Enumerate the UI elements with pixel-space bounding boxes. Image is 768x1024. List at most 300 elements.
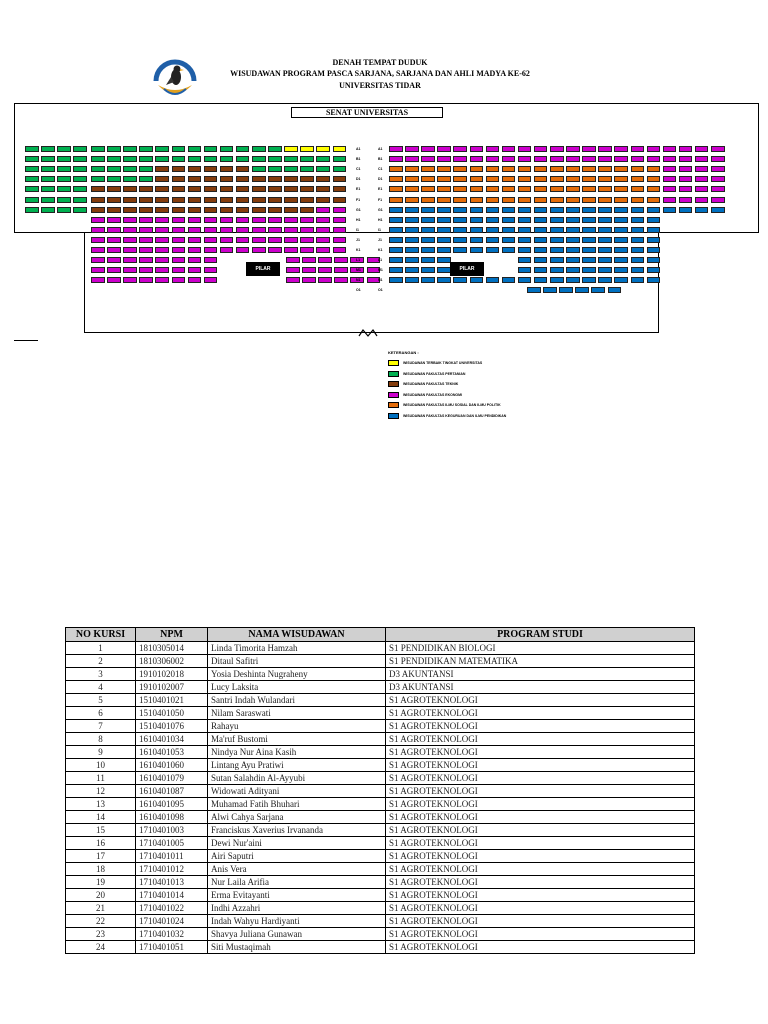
seat [300, 146, 314, 152]
cell-no-kursi: 6 [66, 707, 136, 720]
legend-label: WISUDAWAN FAKULTAS EKONOMI [403, 392, 462, 397]
table-row [66, 668, 695, 681]
cell-no-kursi: 18 [66, 863, 136, 876]
seat [582, 156, 596, 162]
seat [582, 166, 596, 172]
seat [518, 176, 532, 182]
seat [91, 267, 105, 273]
seat [318, 277, 332, 283]
seat [534, 237, 548, 243]
cell-nama: Nur Laila Arifia [208, 876, 386, 889]
seat [139, 207, 153, 213]
seat [139, 227, 153, 233]
row-label: N1 [378, 278, 383, 283]
seat [236, 186, 250, 192]
seat [679, 166, 693, 172]
seat [663, 197, 677, 203]
seat [333, 176, 347, 182]
seat [591, 287, 605, 293]
seat [566, 237, 580, 243]
cell-no-kursi: 10 [66, 759, 136, 772]
seat [107, 197, 121, 203]
seat [647, 237, 661, 243]
seat [518, 237, 532, 243]
seat [91, 176, 105, 182]
seat [421, 186, 435, 192]
seat [220, 217, 234, 223]
row-label: E1 [356, 187, 361, 192]
seat [334, 257, 348, 263]
seat [286, 257, 300, 263]
row-label: B1 [378, 157, 383, 162]
exit-marker [14, 340, 38, 341]
seat [566, 146, 580, 152]
seat [534, 186, 548, 192]
seat [582, 197, 596, 203]
seat [453, 277, 467, 283]
cell-npm: 1910102018 [136, 668, 208, 681]
seat [333, 156, 347, 162]
seat [437, 227, 451, 233]
seat [172, 146, 186, 152]
roster-header-row [66, 628, 695, 642]
cell-npm: 1510401050 [136, 707, 208, 720]
seat [188, 227, 202, 233]
table-row [66, 837, 695, 850]
seat [534, 277, 548, 283]
seat [139, 197, 153, 203]
seat [389, 176, 403, 182]
seat [437, 247, 451, 253]
seat [107, 247, 121, 253]
seat [73, 207, 87, 213]
seat [453, 207, 467, 213]
row-label: K1 [378, 248, 383, 252]
seat [318, 267, 332, 273]
cell-program-studi: S1 PENDIDIKAN MATEMATIKA [386, 655, 695, 668]
cell-nama: Shavya Juliana Gunawan [208, 928, 386, 941]
seat [582, 277, 596, 283]
seat [647, 156, 661, 162]
stage-senat-box: SENAT UNIVERSITAS [291, 107, 443, 118]
seat [252, 217, 266, 223]
seat [582, 237, 596, 243]
seat [107, 237, 121, 243]
seat [172, 207, 186, 213]
seat [73, 146, 87, 152]
seat [188, 176, 202, 182]
seat [204, 277, 218, 283]
seat [91, 197, 105, 203]
seat [139, 237, 153, 243]
seat [437, 277, 451, 283]
seat [437, 176, 451, 182]
cell-nama: Dewi Nur'aini [208, 837, 386, 850]
row-label: J1 [356, 237, 360, 242]
seat [300, 176, 314, 182]
row-label: K1 [356, 248, 361, 252]
cell-program-studi: S1 AGROTEKNOLOGI [386, 798, 695, 811]
cell-npm: 1710401003 [136, 824, 208, 837]
row-label: G1 [378, 207, 383, 212]
cell-nama: Ditaul Safitri [208, 655, 386, 668]
legend-label: WISUDAWAN FAKULTAS TEKNIK [403, 382, 459, 387]
seat [614, 257, 628, 263]
seat [679, 176, 693, 182]
seat [550, 207, 564, 213]
seat [220, 186, 234, 192]
seat [502, 217, 516, 223]
cell-no-kursi: 23 [66, 928, 136, 941]
seat [518, 166, 532, 172]
cell-no-kursi: 15 [66, 824, 136, 837]
legend-title: KETERANGAN : [388, 350, 419, 355]
seat [268, 227, 282, 233]
seat [534, 176, 548, 182]
cell-npm: 1710401013 [136, 876, 208, 889]
row-label: H1 [356, 217, 361, 222]
seat [534, 146, 548, 152]
seat [614, 197, 628, 203]
seat [534, 207, 548, 213]
seat [566, 197, 580, 203]
cell-program-studi: S1 AGROTEKNOLOGI [386, 772, 695, 785]
seat [300, 186, 314, 192]
seat [470, 146, 484, 152]
seat [155, 156, 169, 162]
seat [486, 247, 500, 253]
seat [107, 156, 121, 162]
seat [57, 207, 71, 213]
cell-npm: 1710401011 [136, 850, 208, 863]
seat [123, 166, 137, 172]
seat [598, 257, 612, 263]
cell-program-studi: S1 AGROTEKNOLOGI [386, 824, 695, 837]
seat [437, 267, 451, 273]
seat [316, 156, 330, 162]
row-label: I1 [378, 227, 381, 232]
seat [220, 227, 234, 233]
cell-program-studi: S1 AGROTEKNOLOGI [386, 941, 695, 954]
seat [236, 166, 250, 172]
seat [300, 227, 314, 233]
cell-npm: 1810306002 [136, 655, 208, 668]
row-label: F1 [378, 197, 383, 202]
seat [236, 247, 250, 253]
seat [695, 146, 709, 152]
cell-nama: Lucy Laksita [208, 681, 386, 694]
seat [631, 156, 645, 162]
seat [286, 277, 300, 283]
seat [614, 227, 628, 233]
seat [389, 277, 403, 283]
row-label: L1 [378, 258, 383, 263]
cell-npm: 1610401095 [136, 798, 208, 811]
seat [284, 176, 298, 182]
table-row [66, 655, 695, 668]
seat [252, 247, 266, 253]
cell-npm: 1710401012 [136, 863, 208, 876]
seat [566, 176, 580, 182]
seat [695, 207, 709, 213]
seat [453, 156, 467, 162]
seat [73, 186, 87, 192]
cell-npm: 1810305014 [136, 642, 208, 655]
cell-nama: Alwi Cahya Sarjana [208, 811, 386, 824]
seat [502, 156, 516, 162]
cell-program-studi: S1 AGROTEKNOLOGI [386, 915, 695, 928]
seat [421, 237, 435, 243]
table-row [66, 850, 695, 863]
cell-npm: 1710401032 [136, 928, 208, 941]
legend-item [388, 358, 506, 369]
col-header-nama: NAMA WISUDAWAN [208, 628, 386, 642]
seat [470, 156, 484, 162]
seat [236, 227, 250, 233]
seat [236, 217, 250, 223]
seat [220, 156, 234, 162]
seat [123, 237, 137, 243]
seat [204, 227, 218, 233]
seat [220, 166, 234, 172]
seat [453, 186, 467, 192]
seat [172, 156, 186, 162]
seat [284, 227, 298, 233]
seat [155, 277, 169, 283]
table-row [66, 785, 695, 798]
legend [388, 350, 506, 421]
seat [123, 227, 137, 233]
seat [188, 166, 202, 172]
seat [470, 217, 484, 223]
cell-program-studi: D3 AKUNTANSI [386, 681, 695, 694]
seat [252, 166, 266, 172]
seat [25, 176, 39, 182]
seat [236, 237, 250, 243]
seat [389, 156, 403, 162]
seat [204, 146, 218, 152]
seat [300, 237, 314, 243]
cell-nama: Nilam Saraswati [208, 707, 386, 720]
seat [25, 146, 39, 152]
seat [631, 207, 645, 213]
cell-program-studi: S1 AGROTEKNOLOGI [386, 733, 695, 746]
cell-no-kursi: 5 [66, 694, 136, 707]
cell-nama: Lintang Ayu Pratiwi [208, 759, 386, 772]
cell-nama: Ma'ruf Bustomi [208, 733, 386, 746]
table-row [66, 928, 695, 941]
seat [453, 176, 467, 182]
seat [663, 166, 677, 172]
seat [663, 146, 677, 152]
seat [631, 197, 645, 203]
seat [470, 227, 484, 233]
seat [25, 156, 39, 162]
seat [204, 217, 218, 223]
cell-no-kursi: 22 [66, 915, 136, 928]
seat [550, 176, 564, 182]
seat [284, 156, 298, 162]
seat [608, 287, 622, 293]
cell-program-studi: S1 AGROTEKNOLOGI [386, 720, 695, 733]
seat [405, 267, 419, 273]
legend-item [388, 400, 506, 411]
seat [316, 186, 330, 192]
seat [502, 237, 516, 243]
seat [155, 237, 169, 243]
table-row [66, 642, 695, 655]
seat [486, 156, 500, 162]
legend-label: WISUDAWAN FAKULTAS PERTANIAN [403, 371, 466, 376]
seat [188, 146, 202, 152]
seat [566, 207, 580, 213]
seat [614, 267, 628, 273]
cell-npm: 1610401079 [136, 772, 208, 785]
seat [220, 197, 234, 203]
seat [252, 156, 266, 162]
seat [647, 176, 661, 182]
seat [527, 287, 541, 293]
seat [172, 227, 186, 233]
seat [614, 156, 628, 162]
seat [268, 207, 282, 213]
seat [711, 197, 725, 203]
seat [318, 257, 332, 263]
cell-no-kursi: 9 [66, 746, 136, 759]
seat [252, 207, 266, 213]
seat [316, 166, 330, 172]
seat [421, 257, 435, 263]
seat [663, 186, 677, 192]
seat [300, 197, 314, 203]
seat [57, 146, 71, 152]
seat [614, 146, 628, 152]
seat [204, 257, 218, 263]
seat [518, 186, 532, 192]
table-row [66, 733, 695, 746]
seat [647, 257, 661, 263]
seat [139, 166, 153, 172]
seat [73, 156, 87, 162]
table-row [66, 694, 695, 707]
seat [437, 217, 451, 223]
seat [518, 217, 532, 223]
seat [155, 146, 169, 152]
row-label: B1 [356, 157, 361, 162]
seat [389, 227, 403, 233]
seat [188, 247, 202, 253]
seat [582, 257, 596, 263]
cell-no-kursi: 7 [66, 720, 136, 733]
seat [41, 176, 55, 182]
document-title-line-2: WISUDAWAN PROGRAM PASCA SARJANA, SARJANA DAN AHLI MADYA KE-62 [230, 69, 530, 78]
cell-nama: Airi Saputri [208, 850, 386, 863]
cell-no-kursi: 4 [66, 681, 136, 694]
seat [91, 186, 105, 192]
row-label: O1 [356, 288, 361, 293]
seat [334, 277, 348, 283]
seat [453, 146, 467, 152]
table-row [66, 941, 695, 954]
row-label: I1 [356, 227, 359, 232]
seat [405, 277, 419, 283]
seat [647, 217, 661, 223]
seat [631, 217, 645, 223]
seat [598, 277, 612, 283]
seat [575, 287, 589, 293]
cell-program-studi: S1 AGROTEKNOLOGI [386, 863, 695, 876]
seat [614, 186, 628, 192]
seat [647, 277, 661, 283]
seat [107, 207, 121, 213]
seat [268, 247, 282, 253]
seat [598, 166, 612, 172]
seat [389, 267, 403, 273]
cell-npm: 1610401098 [136, 811, 208, 824]
seat [582, 247, 596, 253]
table-row [66, 876, 695, 889]
seat [470, 197, 484, 203]
seat [550, 237, 564, 243]
seat [389, 197, 403, 203]
seat [502, 207, 516, 213]
seat [502, 146, 516, 152]
seat [711, 166, 725, 172]
seat [107, 217, 121, 223]
seat [550, 197, 564, 203]
seat [252, 237, 266, 243]
table-row [66, 889, 695, 902]
seat [470, 207, 484, 213]
row-label: E1 [378, 187, 383, 192]
cell-no-kursi: 12 [66, 785, 136, 798]
seat [405, 217, 419, 223]
seat [421, 197, 435, 203]
seat [647, 186, 661, 192]
seat [302, 277, 316, 283]
seat [598, 227, 612, 233]
seat [598, 156, 612, 162]
seat [389, 247, 403, 253]
seat [405, 247, 419, 253]
seat [155, 197, 169, 203]
seat [631, 146, 645, 152]
seat [566, 186, 580, 192]
table-row [66, 681, 695, 694]
seat [316, 176, 330, 182]
seat [204, 156, 218, 162]
seat [695, 166, 709, 172]
document-title-line-1: DENAH TEMPAT DUDUK [332, 58, 428, 67]
seat [550, 186, 564, 192]
table-row [66, 863, 695, 876]
seat [284, 186, 298, 192]
seat [647, 227, 661, 233]
seat [405, 166, 419, 172]
seat [405, 207, 419, 213]
seat [421, 217, 435, 223]
seat [123, 146, 137, 152]
seat [25, 207, 39, 213]
cell-no-kursi: 2 [66, 655, 136, 668]
seat [695, 156, 709, 162]
cell-no-kursi: 21 [66, 902, 136, 915]
seat [405, 257, 419, 263]
row-label: D1 [378, 177, 383, 182]
seat [470, 237, 484, 243]
cell-nama: Nindya Nur Aina Kasih [208, 746, 386, 759]
seat [91, 257, 105, 263]
